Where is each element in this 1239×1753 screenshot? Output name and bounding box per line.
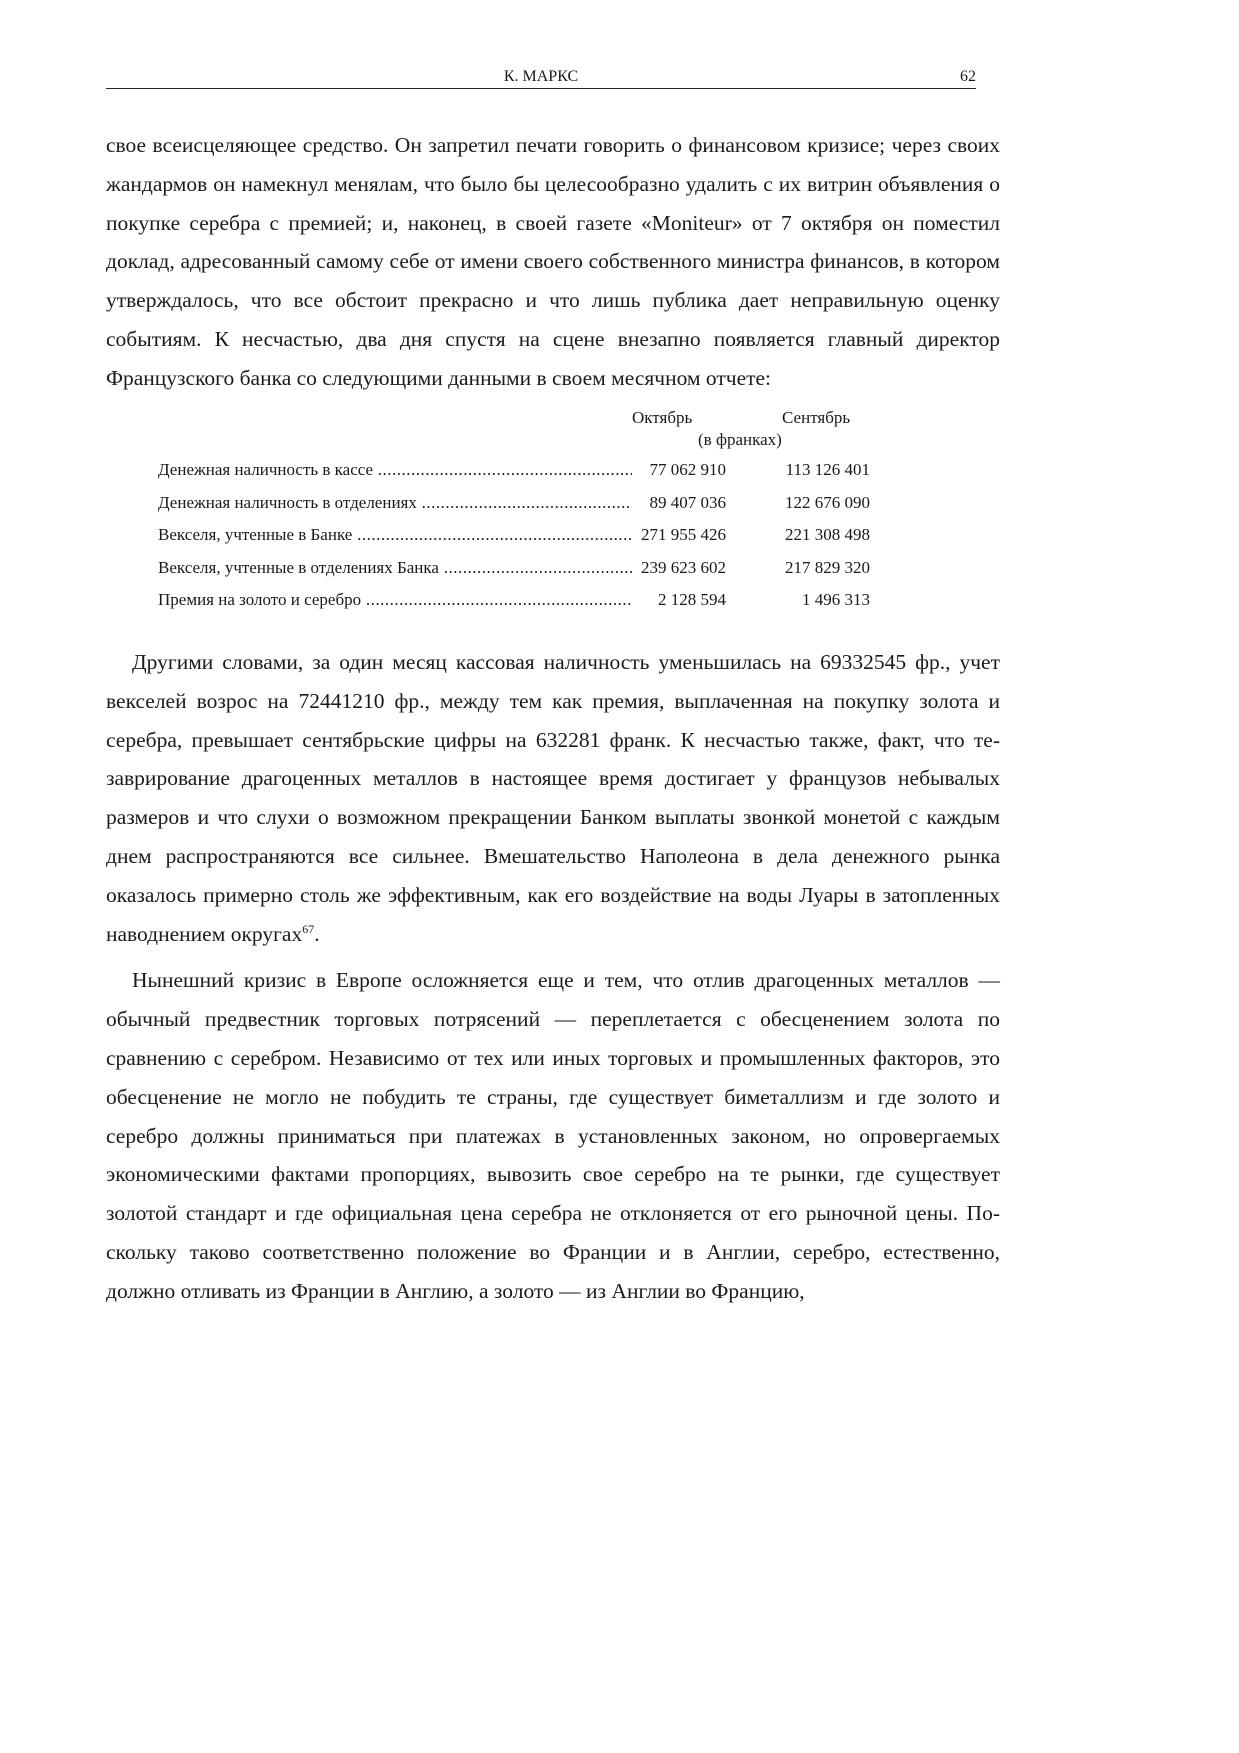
column-header-october: Октябрь bbox=[632, 408, 693, 427]
paragraph-text: Другими словами, за один месяц кассовая наличность уменьшилась на 69332545 фр., учет векселей возрос на 72441210 фр., между тем как премия, выплаченная на покупку золота и серебра, превышает сентябрьские цифры на 632281 франк. К несчастью также, факт, что тезаврирование драгоценных металлов в настоящее время достигает у французов небывалых размеров и что слухи о возможном прекращении Банком выплаты звонкой монетой с каждым днем распространяются все сильнее. Вмешательство Наполеона в дела денежного рынка оказалось примерно столь же эффективным, как его воздействие на воды Луары в затопленных наводнением округах bbox=[106, 650, 1000, 946]
october-value: 271 955 426 bbox=[632, 525, 726, 545]
september-value: 217 829 320 bbox=[785, 557, 870, 577]
running-header bbox=[106, 66, 976, 89]
body-text bbox=[106, 126, 1000, 398]
row-label: Денежная наличность в отделениях ..... bbox=[158, 493, 632, 513]
body-text-continued bbox=[106, 643, 1000, 1311]
table-row bbox=[158, 558, 918, 591]
september-value: 122 676 090 bbox=[785, 492, 870, 512]
october-value: 89 407 036 bbox=[632, 493, 726, 513]
bank-report-table bbox=[158, 404, 918, 623]
page-number: 62 bbox=[960, 68, 976, 85]
october-value: 77 062 910 bbox=[632, 460, 726, 480]
header-author: К. МАРКС bbox=[503, 68, 579, 85]
paragraph: Нынешний кризис в Европе осложняется еще и тем, что отлив драгоценных металлов — обычный предвестник торговых потрясений — переплетается с обесценением золота по сравнению с серебром. Независимо от тех или иных торговых и промышленных факторов, это обесценение не могло не побудить те страны, где существует биметаллизм и где золото и серебро должны приниматься при платежах в установленных законом, но опровергаемых экономическими фактами пропорциях, вывозить свое серебро на те рынки, где существует золотой стандарт и где официальная цена серебра не отклоняется от его рыночной цены. Поскольку таково соответственно положение во Франции и в Англии, серебро, естественно, должно отливать из Франции в Англию, а золото — из Англии во Францию, bbox=[106, 968, 1000, 1303]
table-row bbox=[158, 590, 918, 623]
table-row bbox=[158, 525, 918, 558]
paragraph: свое всеисцеляющее средство. Он запретил печати говорить о финансовом кризисе; через своих жандармов он намекнул менялам, что было бы целесообразно удалить с их витрин объявления о покупке серебра с премией; и, наконец, в своей газете «Moniteur» от 7 октября он поместил доклад, адресованный самому себе от имени своего собственного министра финансов, в котором утверждалось, что все обстоит прекрасно и что лишь публика дает неправильную оценку событиям. К несчастью, два дня спустя на сцене внезапно появляется главный директор Французского банка со следующими данными в своем месячном отчете: bbox=[106, 133, 1000, 390]
column-header-september: Сентябрь bbox=[782, 408, 851, 427]
table-unit: (в франках) bbox=[698, 430, 782, 449]
row-label: Денежная наличность в кассе ..... bbox=[158, 460, 632, 480]
row-label: Векселя, учтенные в Банке ..... bbox=[158, 525, 632, 545]
footnote-reference[interactable]: 67 bbox=[302, 921, 315, 936]
september-value: 113 126 401 bbox=[785, 460, 870, 479]
paragraph bbox=[106, 643, 1000, 953]
october-value: 2 128 594 bbox=[632, 590, 726, 610]
september-value: 1 496 313 bbox=[802, 590, 870, 609]
paragraph-end: . bbox=[314, 921, 320, 946]
september-value: 221 308 498 bbox=[785, 525, 870, 544]
october-value: 239 623 602 bbox=[632, 558, 726, 578]
table-row bbox=[158, 493, 918, 526]
table-header bbox=[158, 404, 918, 460]
table-row bbox=[158, 460, 918, 493]
row-label: Векселя, учтенные в отделениях Банка ..... bbox=[158, 558, 632, 578]
row-label: Премия на золото и серебро ..... bbox=[158, 590, 632, 610]
